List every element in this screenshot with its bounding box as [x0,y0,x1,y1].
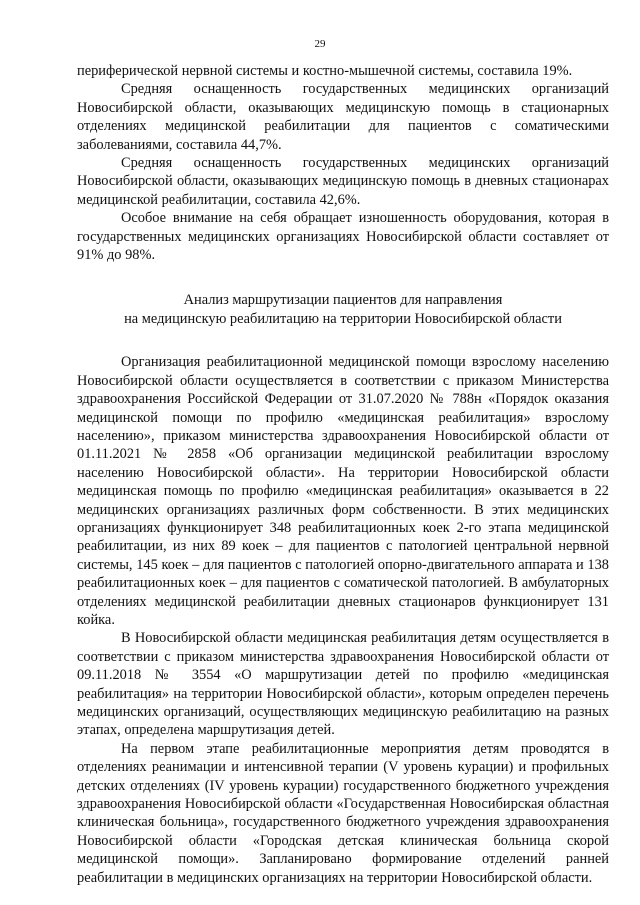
paragraph-equipment-somatic: Средняя оснащенность государственных медицинских организаций Новосибирской области, оказывающих медицинскую помощь в стационарных отделениях медицинской реабилитации для пациентов с соматическими заболеваниями, составила 44,7%. [77,81,609,153]
paragraph-child-rehabilitation: В Новосибирской области медицинская реабилитация детям осуществляется в соответствии с приказом министерства здравоохранения Новосибирской области от 09.11.2018 № 3554 «О маршрутизации детей по профилю «медицинская реабилитация» на территории Новосибирской области», которым определен перечень медицинских организаций, осуществляющих медицинскую реабилитацию на разных этапах, определена маршрутизация детей. [77,630,609,739]
page-number: 29 [314,38,326,50]
paragraph-equipment-wear: Особое внимание на себя обращает изношенность оборудования, которая в государственных медицинских организациях Новосибирской области составляет от 91% до 98%. [77,210,609,264]
paragraph-equipment-day-hospital: Средняя оснащенность государственных медицинских организаций Новосибирской области, оказывающих медицинскую помощь в дневных стационарах медицинской реабилитации, составила 42,6%. [77,155,609,208]
section-heading-line-2: на медицинскую реабилитацию на территории Новосибирской области [124,310,562,327]
paragraph-adult-rehabilitation: Организация реабилитационной медицинской помощи взрослому населению Новосибирской области осуществляется в соответствии с приказом Министерства здравоохранения Российской Федерации от 31.07.2020 № 788н «Порядок оказания медицинской помощи по профилю «медицинская реабилитация» взрослому населению», приказом министерства здравоохранения Новосибирской области от 01.11.2021 № 2858 «Об организации медицинской реабилитации взрослому населению Новосибирской области». На территории Новосибирской области медицинская помощь по профилю «медицинская реабилитация» оказывается в 22 медицинских организациях различных форм собственности. В этих медицинских организациях функционирует 348 реабилитационных коек 2-го этапа медицинской реабилитации, из них 89 коек – для пациентов с патологией центральной нервной системы, 145 коек – для пациентов с патологией опорно-двигательного аппарата и 138 реабилитационных коек – для пациентов с соматической патологией. В амбулаторных отделениях медицинской реабилитации дневных стационаров функционирует 131 койка. [77,354,609,628]
section-heading-line-1: Анализ маршрутизации пациентов для направления [183,292,503,309]
section-heading [77,291,609,328]
document-body [77,62,609,887]
paragraph-first-stage: На первом этапе реабилитационные мероприятия детям проводятся в отделениях реанимации и интенсивной терапии (V уровень курации) и профильных детских отделениях (IV уровень курации) государственного бюджетного учреждения здравоохранения Новосибирской области «Государственная Новосибирская областная клиническая больница», государственного бюджетного учреждения здравоохранения Новосибирской области «Городская детская клиническая больница скорой медицинской помощи». Запланировано формирование отделений ранней реабилитации в медицинских организациях на территории Новосибирской области. [77,740,609,886]
paragraph-continuation: периферической нервной системы и костно-мышечной системы, составила 19%. [77,63,573,79]
